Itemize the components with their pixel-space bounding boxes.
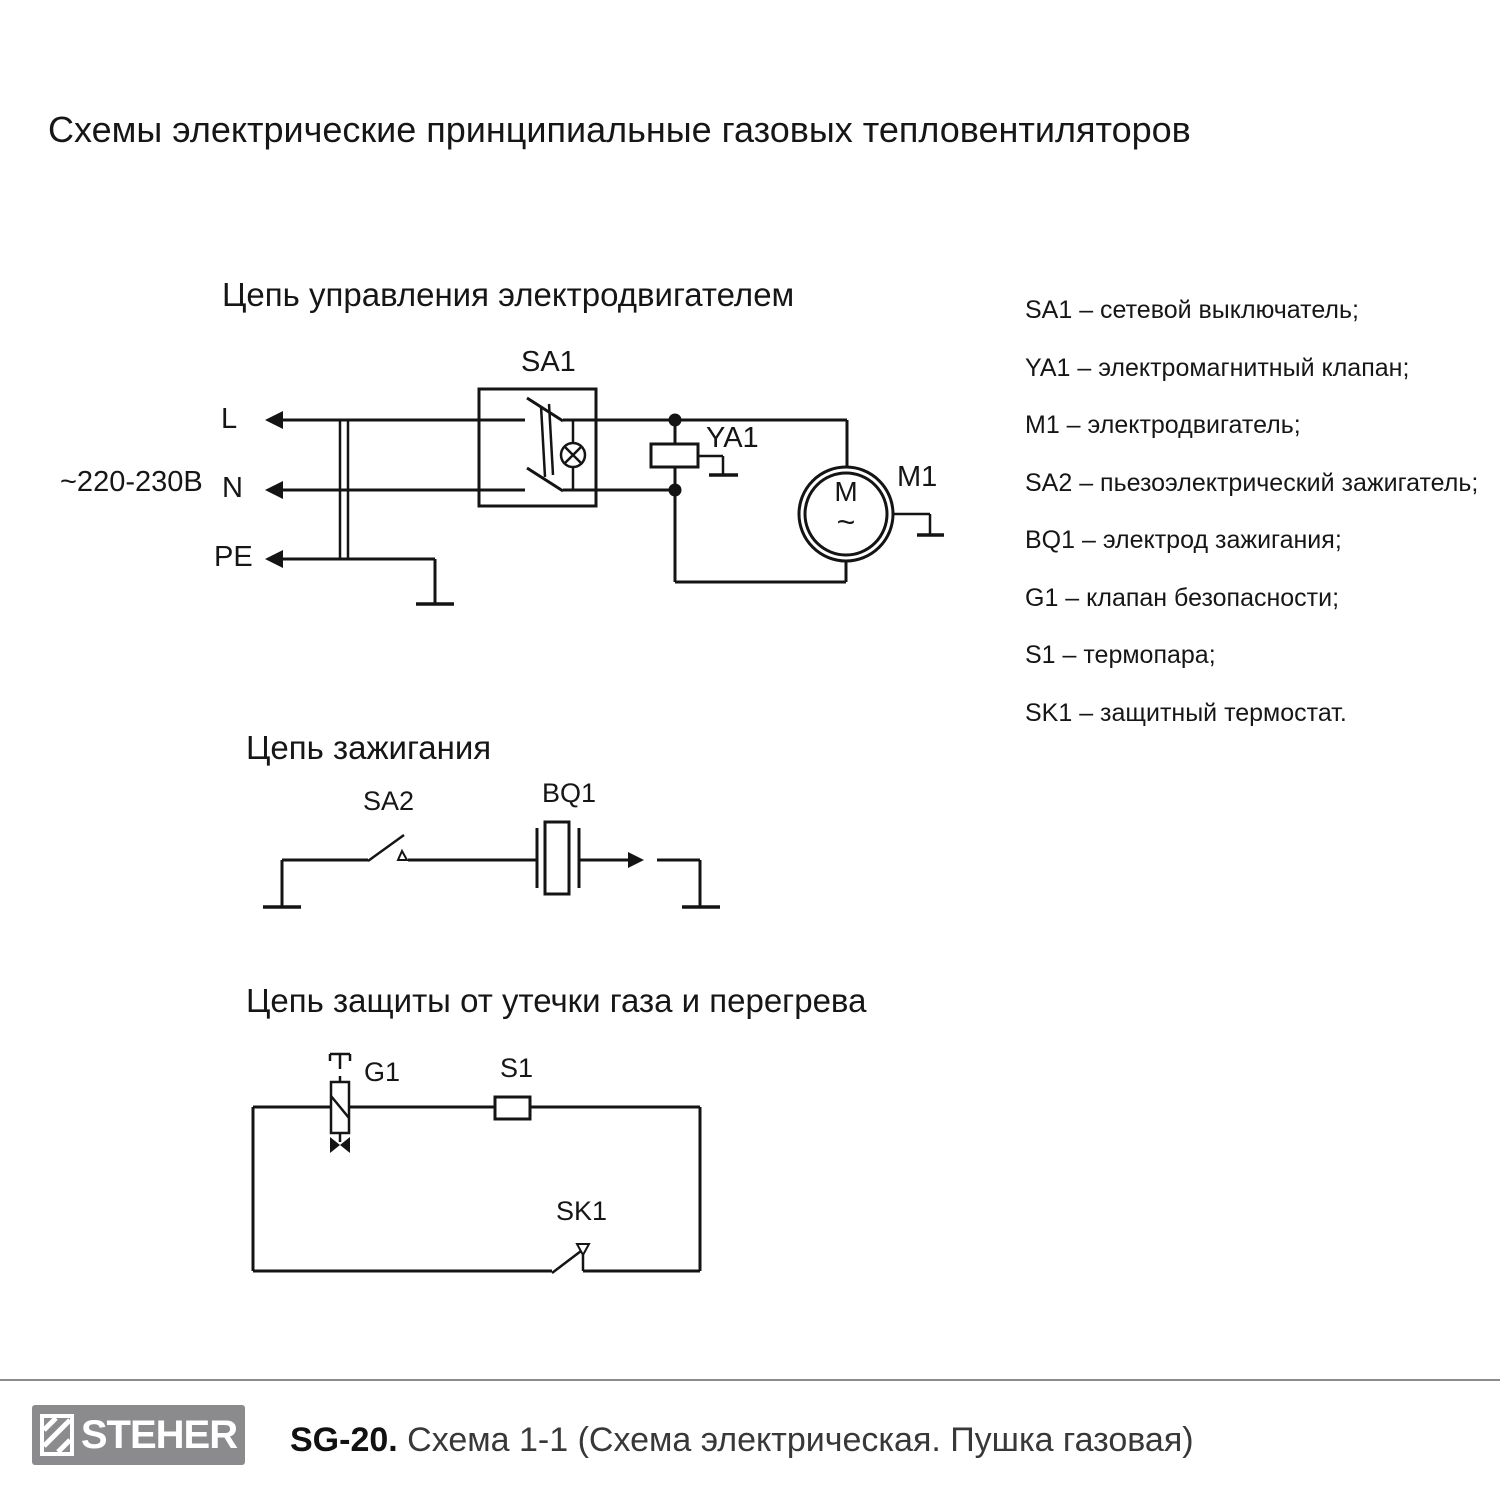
model-number: SG-20. bbox=[290, 1421, 398, 1459]
motor-ac-symbol: ~ bbox=[836, 504, 856, 540]
legend-item: SA1 – сетевой выключатель; bbox=[1025, 296, 1359, 324]
footer-divider bbox=[0, 1379, 1500, 1381]
left-arrow-icon bbox=[265, 481, 283, 499]
legend-item: YA1 – электромагнитный клапан; bbox=[1025, 354, 1410, 382]
bq1-label: BQ1 bbox=[542, 778, 597, 808]
mains-line-l bbox=[265, 411, 525, 429]
s1-thermocouple-symbol bbox=[495, 1097, 530, 1119]
legend-item: BQ1 – электрод зажигания; bbox=[1025, 526, 1342, 554]
sa1-switch-symbol bbox=[479, 389, 596, 506]
mains-line-n bbox=[265, 481, 525, 499]
page-title: Схемы электрические принципиальные газовых тепловентиляторов bbox=[48, 109, 1191, 150]
legend-item: SA2 – пьезоэлектрический зажигатель; bbox=[1025, 469, 1479, 497]
sa1-label: SA1 bbox=[521, 346, 576, 378]
sa2-igniter-switch-symbol bbox=[368, 835, 407, 861]
motor-letter: M bbox=[834, 476, 858, 507]
line-n-label: N bbox=[222, 472, 243, 504]
brand-name: STEHER bbox=[80, 1413, 238, 1457]
s1-label: S1 bbox=[500, 1053, 534, 1083]
sa2-label: SA2 bbox=[363, 786, 415, 816]
legend-item: M1 – электродвигатель; bbox=[1025, 411, 1301, 439]
voltage-label: ~220-230В bbox=[60, 466, 203, 498]
ignition-circuit bbox=[263, 822, 720, 907]
line-pe-label: PE bbox=[214, 541, 253, 573]
ya1-label: YA1 bbox=[706, 422, 759, 454]
legend-item: S1 – термопара; bbox=[1025, 641, 1216, 669]
steher-logo bbox=[32, 1405, 245, 1465]
left-arrow-icon bbox=[265, 411, 283, 429]
circuit2-title: Цепь зажигания bbox=[246, 729, 492, 766]
contact-triangle bbox=[398, 851, 407, 860]
legend-item: G1 – клапан безопасности; bbox=[1025, 584, 1340, 612]
right-arrow-icon bbox=[628, 852, 644, 868]
bq1-electrode-symbol bbox=[537, 822, 579, 894]
m1-label: M1 bbox=[897, 461, 938, 493]
protection-circuit bbox=[253, 1054, 700, 1273]
mains-line-pe bbox=[265, 550, 454, 604]
sk1-thermostat-switch-symbol bbox=[552, 1244, 589, 1273]
scheme-description: Схема 1-1 (Схема электрическая. Пушка газовая) bbox=[407, 1421, 1194, 1459]
steher-logo-mark-icon bbox=[40, 1414, 74, 1456]
circuit1-title: Цепь управления электродвигателем bbox=[222, 276, 795, 313]
indicator-lamp-icon bbox=[561, 420, 585, 490]
footer-caption bbox=[290, 1420, 1194, 1461]
line-l-label: L bbox=[221, 403, 238, 435]
sk1-label: SK1 bbox=[556, 1196, 608, 1226]
g1-label: G1 bbox=[364, 1057, 401, 1087]
legend-item: SK1 – защитный термостат. bbox=[1025, 699, 1347, 727]
circuit3-title: Цепь защиты от утечки газа и перегрева bbox=[246, 982, 867, 1019]
g1-safety-valve-symbol bbox=[330, 1054, 350, 1153]
left-arrow-icon bbox=[265, 550, 283, 568]
